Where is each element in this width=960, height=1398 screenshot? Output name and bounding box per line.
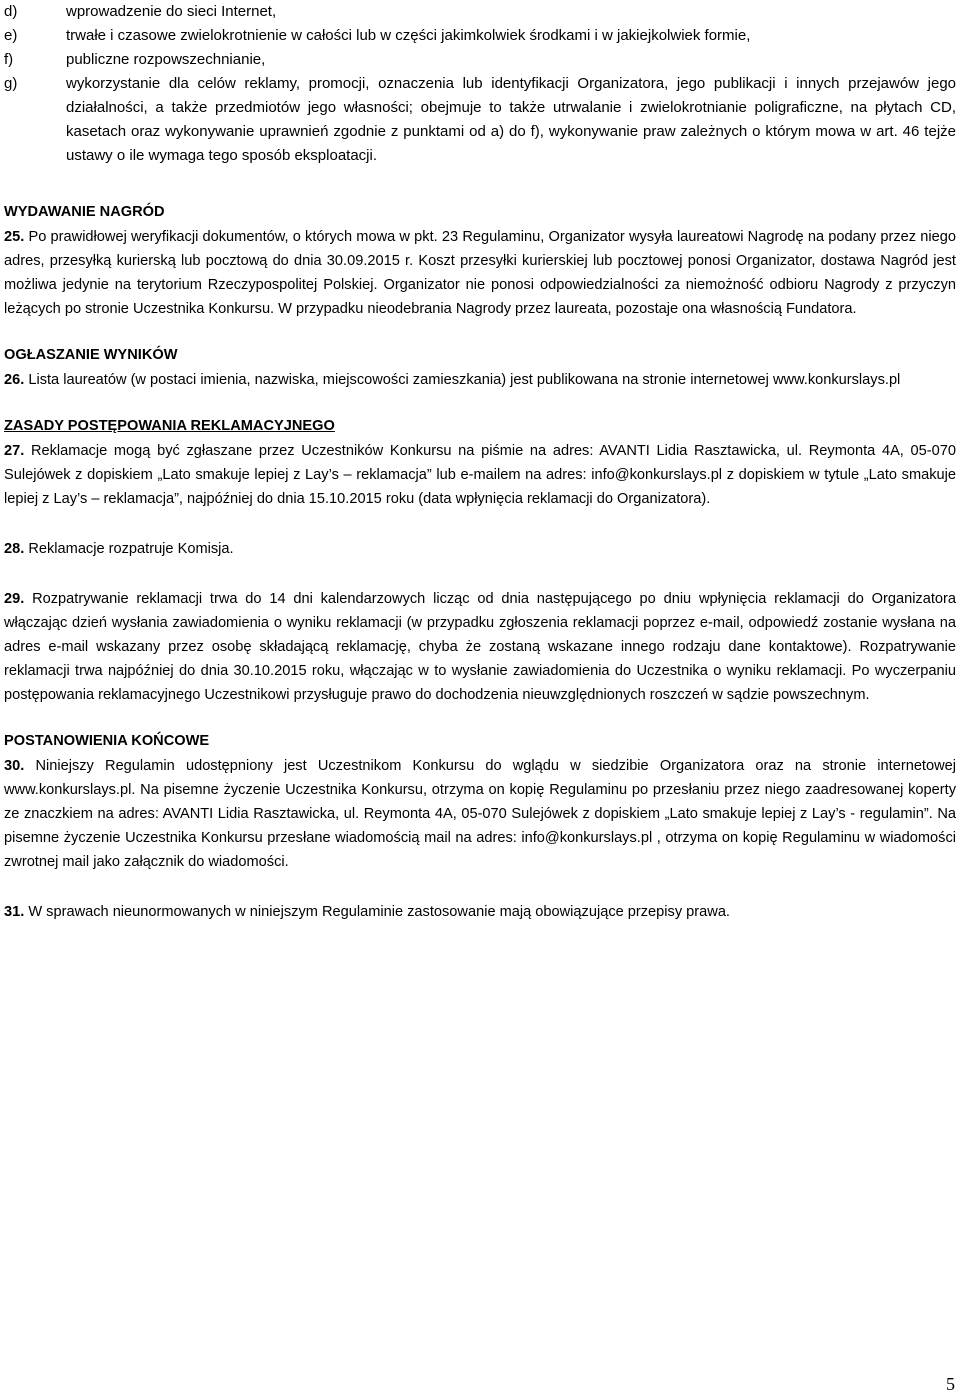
list-item-text: publiczne rozpowszechnianie, xyxy=(66,51,266,68)
rights-list xyxy=(4,0,956,168)
paragraph-text: Lista laureatów (w postaci imienia, nazwiska, miejscowości zamieszkania) jest publikowana na stronie internetowej www.konkurslays.pl xyxy=(24,372,901,388)
paragraph-text: Reklamacje mogą być zgłaszane przez Uczestników Konkursu na piśmie na adres: AVANTI Lidia Rasztawicka, ul. Reymonta 4A, 05-070 Sulejówek z dopiskiem „Lato smakuje lepiej z Lay’s – reklamacja” lub e-mailem na adres: info@konkurslays.pl z dopiskiem w tytule „Lato smakuje lepiej z Lay’s – reklamacja”, najpóźniej do dnia 15.10.2015 roku (data wpłynięcia reklamacji do Organizatora). xyxy=(4,443,956,507)
section-heading: POSTANOWIENIA KOŃCOWE xyxy=(4,733,210,749)
list-item xyxy=(4,0,956,24)
list-item-text: trwałe i czasowe zwielokrotnienie w całości lub w części jakimkolwiek środkami i w jakiejkolwiek formie, xyxy=(66,27,751,44)
section-heading: ZASADY POSTĘPOWANIA REKLAMACYJNEGO xyxy=(4,418,335,434)
section-final xyxy=(4,729,956,924)
paragraph-number: 27. xyxy=(4,443,25,459)
list-item xyxy=(4,48,956,72)
paragraph-text: Po prawidłowej weryfikacji dokumentów, o których mowa w pkt. 23 Regulaminu, Organizator wysyła laureatowi Nagrodę na podany przez niego adres, przesyłką kurierską lub pocztową do dnia 30.09.2015 r. Koszt przesyłki kurierskiej lub pocztowej ponosi Organizator, dostawa Nagród jest możliwa jedynie na terytorium Rzeczypospolitej Polskiej. Organizator nie ponosi odpowiedzialności za niemożność odbioru Nagrody z przyczyn leżących po stronie Uczestnika Konkursu. W przypadku nieodebrania Nagrody przez laureata, pozostaje ona własnością Fundatora. xyxy=(4,229,956,317)
list-item xyxy=(4,72,956,168)
list-letter: g) xyxy=(4,75,18,92)
paragraph-number: 29. xyxy=(4,591,25,607)
paragraph-number: 25. xyxy=(4,229,25,245)
paragraph-text: Rozpatrywanie reklamacji trwa do 14 dni kalendarzowych licząc od dnia następującego po dniu wpłynięcia reklamacji do Organizatora włączając dzień wysłania zawiadomienia o wyniku reklamacji (w przypadku zgłoszenia reklamacji poprzez e-mail, odpowiedź zostanie wysłana na adres e-mail wskazany przez osobę składającą reklamację, chyba że zostaną wskazane innego rodzaju dane kontaktowe). Rozpatrywanie reklamacji trwa najpóźniej do dnia 30.10.2015 roku, włączając w to wysłanie zawiadomienia do Uczestnika o wyniku reklamacji. Po wyczerpaniu postępowania reklamacyjnego Uczestnikowi przysługuje prawo do dochodzenia nieuwzględnionych roszczeń w sądzie powszechnym. xyxy=(4,591,956,703)
section-results xyxy=(4,343,956,392)
list-letter: f) xyxy=(4,51,14,68)
paragraph-31 xyxy=(4,900,956,924)
page-number: 5 xyxy=(946,1374,955,1394)
paragraph-text: Reklamacje rozpatruje Komisja. xyxy=(24,541,234,557)
list-item-text: wprowadzenie do sieci Internet, xyxy=(66,3,277,20)
paragraph-30 xyxy=(4,754,956,874)
paragraph-28 xyxy=(4,537,956,561)
list-item-text: wykorzystanie dla celów reklamy, promocji, oznaczenia lub identyfikacji Organizatora, jego publikacji i innych przejawów jego działalności, a także przedmiotów jego własności; obejmuje to także utrwalanie i zwielokrotnianie poligraficzne, na płytach CD, kasetach oraz wykonywanie uprawnień zgodnie z punktami od a) do f), wykonywanie praw zależnych o którym mowa w art. 46 tejże ustawy o ile wymaga tego sposób eksploatacji. xyxy=(66,75,956,164)
paragraph-25 xyxy=(4,225,956,321)
list-letter: d) xyxy=(4,3,18,20)
paragraph-29 xyxy=(4,587,956,707)
paragraph-26 xyxy=(4,368,956,392)
paragraph-text: W sprawach nieunormowanych w niniejszym Regulaminie zastosowanie mają obowiązujące przepisy prawa. xyxy=(24,904,730,920)
list-letter: e) xyxy=(4,27,18,44)
section-prizes xyxy=(4,200,956,321)
paragraph-number: 28. xyxy=(4,541,25,557)
paragraph-number: 31. xyxy=(4,904,25,920)
section-complaints xyxy=(4,414,956,707)
paragraph-27 xyxy=(4,439,956,511)
section-heading: WYDAWANIE NAGRÓD xyxy=(4,204,165,220)
section-heading: OGŁASZANIE WYNIKÓW xyxy=(4,347,178,363)
paragraph-number: 30. xyxy=(4,758,25,774)
paragraph-text: Niniejszy Regulamin udostępniony jest Uczestnikom Konkursu do wglądu w siedzibie Organizatora oraz na stronie internetowej www.konkurslays.pl. Na pisemne życzenie Uczestnika Konkursu, otrzyma on kopię Regulaminu po przesłaniu przez niego zaadresowanej koperty ze znaczkiem na adres: AVANTI Lidia Rasztawicka, ul. Reymonta 4A, 05-070 Sulejówek z dopiskiem „Lato smakuje lepiej z Lay’s - regulamin”. Na pisemne życzenie Uczestnika Konkursu przesłane wiadomością mail na adres: info@konkurslays.pl , otrzyma on kopię Regulaminu w wiadomości zwrotnej mail jako załącznik do wiadomości. xyxy=(4,758,956,870)
paragraph-number: 26. xyxy=(4,372,25,388)
list-item xyxy=(4,24,956,48)
